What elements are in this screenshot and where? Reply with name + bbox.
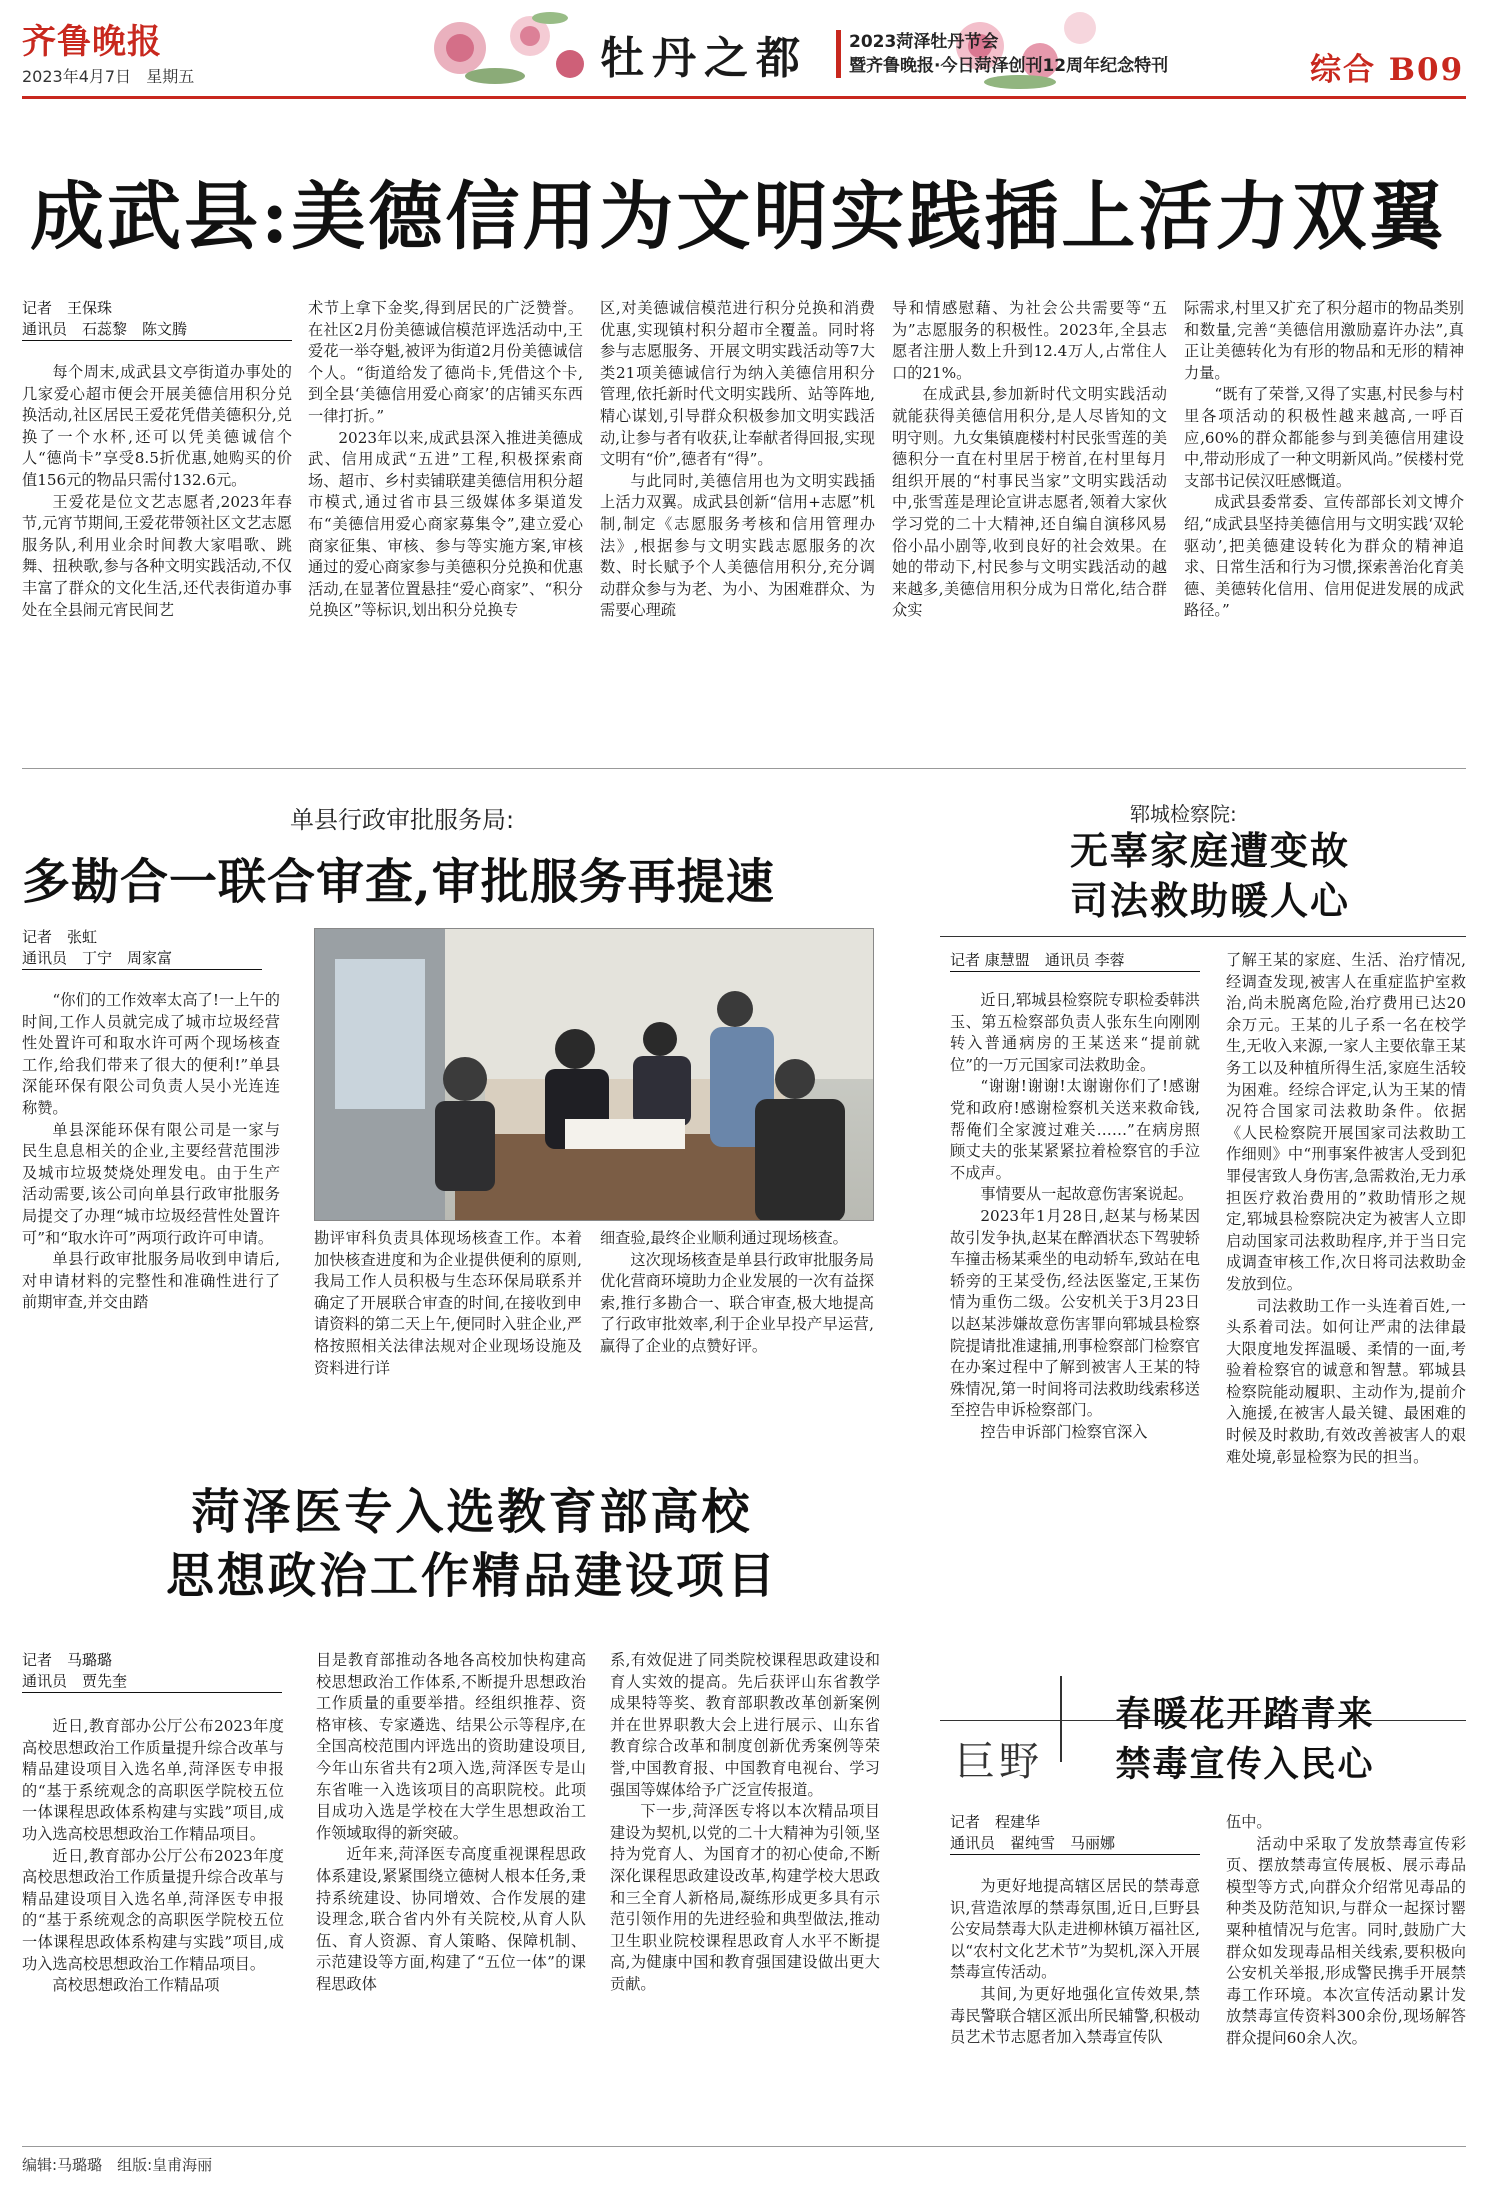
paragraph: 成武县委常委、宣传部部长刘文博介绍,“成武县坚持美德信用与文明实践‘双轮驱动’,把美德建设转化为群众的精神追求、日常生活和行为习惯,探索善治化育美德、美德转化信用、信用促进发展的成武路径。” bbox=[1184, 493, 1464, 620]
special-edition-box bbox=[836, 30, 1168, 78]
special-line-2: 暨齐鲁晚报·今日菏泽创刊12周年纪念特刊 bbox=[849, 56, 1169, 76]
issue-date bbox=[22, 64, 194, 87]
article1-column-1 bbox=[22, 362, 292, 722]
paragraph: 际需求,村里又扩充了积分超市的物品类别和数量,完善“美德信用激励嘉许办法”,真正让美德转化为有形的物品和无形的精神力量。 bbox=[1184, 299, 1464, 382]
editor-name: 马璐璐 bbox=[57, 2156, 103, 2174]
editor-label: 编辑: bbox=[22, 2156, 58, 2174]
reporter-name: 康慧盟 bbox=[984, 951, 1030, 969]
headline-line-1: 无辜家庭遭变故 bbox=[1069, 828, 1350, 873]
paragraph: 近日,教育部办公厅公布2023年度高校思想政治工作质量提升综合改革与精品建设项目入选名单,菏泽医专申报的“基于系统观念的高职医学院校五位一体课程思政体系构建与实践”项目,成功入选高校思想政治工作精品项目。 bbox=[22, 1846, 284, 1973]
reporter-label: 记者 bbox=[22, 928, 53, 946]
headline-line-2: 禁毒宣传入民心 bbox=[1115, 1744, 1375, 1785]
reporter-label: 记者 bbox=[950, 1813, 981, 1831]
article4-column-2 bbox=[316, 1650, 586, 2136]
reporter-label: 记者 bbox=[22, 1651, 53, 1669]
correspondent-label: 通讯员 bbox=[22, 320, 68, 338]
divider bbox=[1060, 1676, 1062, 1762]
reporter-label: 记者 bbox=[950, 951, 981, 969]
paragraph: 细查验,最终企业顺利通过现场核查。 bbox=[600, 1229, 848, 1247]
correspondent-names: 翟纯雪 马丽娜 bbox=[1010, 1834, 1116, 1852]
correspondent-label: 通讯员 bbox=[950, 1834, 996, 1852]
article2-kicker: 单县行政审批服务局: bbox=[290, 806, 515, 834]
article5-column-2 bbox=[1226, 1812, 1466, 2136]
date-text: 2023年4月7日 bbox=[22, 67, 132, 86]
paragraph: 了解王某的家庭、生活、治疗情况,经调查发现,被害人在重症监护室救治,尚未脱离危险,治疗费用已达20余万元。王某的儿子系一名在校学生,无收入来源,一家人主要依靠王某务工以及种植所得生活,家庭生活较为困难。经综合评定,认为王某的情况符合国家司法救助条件。依据《人民检察院开展国家司法救助工作细则》中“刑事案件被害人受到犯罪侵害致人身伤害,急需救治,无力承担医疗救治费用的”救助情形之规定,郓城县检察院决定为被害人立即启动国家司法救助程序,并于当日完成调查审核工作,次日将司法救助金发放到位。 bbox=[1226, 951, 1466, 1293]
paragraph: 每个周末,成武县文亭街道办事处的几家爱心超市便会开展美德信用积分兑换活动,社区居民王爱花凭借美德积分,兑换了一个水杯,还可以凭美德诚信个人“德尚卡”享受8.5折优惠,她购买的价值156元的物品只需付132.6元。 bbox=[22, 363, 292, 489]
article1-column-3 bbox=[600, 298, 875, 722]
article3-column-1 bbox=[950, 990, 1200, 1712]
correspondent-label: 通讯员 bbox=[1044, 951, 1090, 969]
article5-column-1 bbox=[950, 1876, 1200, 2136]
correspondent-names: 石蕊黎 陈文腾 bbox=[82, 320, 188, 338]
article1-column-4 bbox=[892, 298, 1167, 722]
meeting-photo bbox=[314, 928, 874, 1221]
paragraph: 高校思想政治工作精品项 bbox=[52, 1976, 220, 1995]
divider bbox=[940, 936, 1466, 937]
paragraph: 伍中。 bbox=[1226, 1813, 1272, 1831]
section-title: 牡丹之都 bbox=[600, 33, 808, 84]
page-number: B09 bbox=[1388, 52, 1465, 88]
paragraph: “既有了荣誉,又得了实惠,村民参与村里各项活动的积极性越来越高,一呼百应,60%的群众都能参与到美德信用建设中,带动形成了一种文明新风尚。”侯楼村党支部书记侯汉旺感慨道。 bbox=[1184, 385, 1464, 490]
paragraph: 2023年以来,成武县深入推进美德成武、信用成武“五进”工程,积极探索商场、超市、乡村卖铺联建美德信用积分超市模式,通过省市县三级媒体多渠道发布“美德信用爱心商家募集令”,建立爱心商家征集、审核、参与等实施方案,审核通过的爱心商家参与美德积分兑换和优惠活动,在显著位置悬挂“爱心商家”、“积分兑换区”等标识,划出积分兑换专 bbox=[308, 428, 583, 620]
paragraph: 在成武县,参加新时代文明实践活动就能获得美德信用积分,是人尽皆知的文明守则。九女集镇鹿楼村村民张雪莲的美德积分一直在村里居于榜首,在村里每月组织开展的“村事民当家”文明实践活动中,张雪莲是理论宣讲志愿者,领着大家伙学习党的二十大精神,还自编自演移风易俗小品小剧等,收到良好的社会效果。在她的带动下,村民参与文明实践活动的越来越多,美德信用积分成为日常化,结合群众实 bbox=[892, 385, 1167, 620]
paragraph: “谢谢!谢谢!太谢谢你们了!感谢党和政府!感谢检察机关送来救命钱,帮俺们全家渡过难关……”在病房照顾丈夫的张某紧紧拉着检察官的手泣不成声。 bbox=[950, 1077, 1200, 1182]
paragraph: 控告申诉部门检察官深入 bbox=[980, 1422, 1148, 1441]
reporter-name: 程建华 bbox=[995, 1813, 1041, 1831]
headline-line-2: 司法救助暖人心 bbox=[1069, 878, 1350, 923]
divider bbox=[22, 768, 1466, 769]
layout-label: 组版: bbox=[117, 2156, 153, 2174]
headline-line-2: 思想政治工作精品建设项目 bbox=[165, 1548, 778, 1604]
newspaper-logo: 齐鲁晚报 bbox=[22, 22, 162, 62]
article2-column-1 bbox=[22, 990, 280, 1420]
paragraph: 目是教育部推动各地各高校加快构建高校思想政治工作体系,不断提升思想政治工作质量的重要举措。经组织推荐、资格审核、专家遴选、结果公示等程序,在全国高校范围内评选出的资助建设项目,今年山东省共有2项入选,菏泽医专是山东省唯一入选该项目的高职院校。此项目成功入选是学校在大学生思想政治工作领域取得的新突破。 bbox=[316, 1651, 586, 1842]
headline-line-1: 菏泽医专入选教育部高校 bbox=[191, 1484, 753, 1540]
correspondent-label: 通讯员 bbox=[22, 949, 68, 967]
footer-rule bbox=[22, 2146, 1466, 2147]
article1-headline: 成武县:美德信用为文明实践插上活力双翼 bbox=[30, 174, 1447, 260]
paragraph: 单县深能环保有限公司是一家与民生息息相关的企业,主要经营范围涉及城市垃圾焚烧处理发电。由于生产活动需要,该公司向单县行政审批服务局提交了办理“城市垃圾经营性处置许可”和“取水许可”两项行政许可申请。 bbox=[22, 1120, 280, 1247]
weekday-text: 星期五 bbox=[146, 67, 195, 86]
article5-headline bbox=[1080, 1690, 1410, 1790]
correspondent-names: 李蓉 bbox=[1094, 951, 1125, 969]
article4-byline bbox=[22, 1650, 282, 1693]
article1-byline bbox=[22, 298, 292, 341]
article1-column-2 bbox=[308, 298, 583, 722]
special-line-1: 2023菏泽牡丹节会 bbox=[849, 32, 999, 52]
paragraph: 下一步,菏泽医专将以本次精品项目建设为契机,以党的二十大精神为引领,坚持为党育人、为国育才的初心使命,不断深化课程思政建设改革,构建学校大思政和三全育人新格局,凝练形成更多具有示范引领作用的先进经验和典型做法,推动卫生职业院校课程思政育人水平不断提高,为健康中国和教育强国建设做出更大贡献。 bbox=[610, 1802, 880, 1993]
article2-byline bbox=[22, 927, 262, 970]
article2-headline: 多勘合一联合审查,审批服务再提速 bbox=[22, 854, 775, 910]
paragraph: 事情要从一起故意伤害案说起。 bbox=[980, 1185, 1194, 1204]
reporter-name: 张虹 bbox=[67, 928, 98, 946]
reporter-name: 王保珠 bbox=[67, 299, 113, 317]
paragraph: “你们的工作效率太高了!一上午的时间,工作人员就完成了城市垃圾经营性处置许可和取水许可两个现场核查工作,给我们带来了很大的便利!”单县深能环保有限公司负责人吴小光连连称赞。 bbox=[22, 991, 280, 1117]
paragraph: 其间,为更好地强化宣传效果,禁毒民警联合辖区派出所民辅警,积极动员艺术节志愿者加入禁毒宣传队 bbox=[950, 1984, 1200, 2047]
paragraph: 为更好地提高辖区居民的禁毒意识,营造浓厚的禁毒氛围,近日,巨野县公安局禁毒大队走进柳林镇万福社区,以“农村文化艺术节”为契机,深入开展禁毒宣传活动。 bbox=[950, 1877, 1200, 1982]
reporter-name: 马璐璐 bbox=[67, 1651, 113, 1669]
reporter-label: 记者 bbox=[22, 299, 53, 317]
paragraph: 近日,郓城县检察院专职检委韩洪玉、第五检察部负责人张东生向刚刚转入普通病房的王某送来“提前就位”的一万元国家司法救助金。 bbox=[950, 991, 1200, 1074]
paragraph: 区,对美德诚信模范进行积分兑换和消费优惠,实现镇村积分超市全覆盖。同时将参与志愿服务、开展文明实践活动等7大类21项美德诚信行为纳入美德信用积分管理,依托新时代文明实践所、站等阵地,精心谋划,引导群众积极参加文明实践活动,让参与者有收获,让奉献者得回报,实现文明有“价”,德者有“得”。 bbox=[600, 299, 875, 469]
page-badge bbox=[1310, 44, 1464, 89]
paragraph: 2023年1月28日,赵某与杨某因故引发争执,赵某在醉酒状态下驾驶轿车撞击杨某乘坐的电动轿车,致站在电轿旁的王某受伤,经法医鉴定,王某伤情为重伤二级。公安机关于3月23日以赵某涉嫌故意伤害罪向郓城县检察院提请批准逮捕,刑事检察部门检察官在办案过程中了解到被害人王某的特殊情况,第一时间将司法救助线索移送至控告申诉检察部门。 bbox=[950, 1206, 1200, 1420]
page-label: 综合 bbox=[1310, 52, 1376, 88]
article5-place: 巨野 bbox=[955, 1739, 1043, 1785]
masthead-rule bbox=[22, 96, 1466, 99]
paragraph: 系,有效促进了同类院校课程思政建设和育人实效的提高。先后获评山东省教学成果特等奖、教育部职教改革创新案例并在世界职教大会上进行展示、山东省教育综合改革和制度创新优秀案例等荣誉,中国教育报、中国教育电视台、学习强国等媒体给予广泛宣传报道。 bbox=[610, 1651, 880, 1799]
correspondent-names: 丁宁 周家富 bbox=[82, 949, 173, 967]
paragraph: 近日,教育部办公厅公布2023年度高校思想政治工作质量提升综合改革与精品建设项目入选名单,菏泽医专申报的“基于系统观念的高职医学院校五位一体课程思政体系构建与实践”项目,成功入选高校思想政治工作精品项目。 bbox=[22, 1717, 284, 1843]
article4-column-3 bbox=[610, 1650, 880, 2136]
paragraph: 勘评审科负责具体现场核查工作。本着加快核查进度和为企业提供便利的原则,我局工作人员积极与生态环保局联系并确定了开展联合审查的时间,在接收到申请资料的第二天上午,便同时入驻企业,严格按照相关法律法规对企业现场设施及资料进行详 bbox=[314, 1229, 582, 1377]
paragraph: 活动中采取了发放禁毒宣传彩页、摆放禁毒宣传展板、展示毒品模型等方式,向群众介绍常见毒品的种类及防范知识,与群众一起探讨罂粟种植情况与危害。同时,鼓励广大群众如发现毒品相关线索,要积极向公安机关举报,形成警民携手开展禁毒工作环境。本次宣传活动累计发放禁毒宣传资料300余份,现场解答群众提问60余人次。 bbox=[1226, 1834, 1466, 2047]
footer-credits bbox=[22, 2154, 212, 2175]
article3-kicker: 郓城检察院: bbox=[1130, 802, 1237, 826]
article3-headline bbox=[1050, 826, 1370, 926]
paragraph: 近年来,菏泽医专高度重视课程思政体系建设,紧紧围绕立德树人根本任务,秉持系统建设、协同增效、合作发展的建设理念,联合省内外有关院校,从育人队伍、育人资源、育人策略、保障机制、示范建设等方面,构建了“五位一体”的课程思政体 bbox=[316, 1845, 586, 1993]
paragraph: 这次现场核查是单县行政审批服务局优化营商环境助力企业发展的一次有益探索,推行多勘合一、联合审查,极大地提高了行政审批效率,利于企业早投产早运营,赢得了企业的点赞好评。 bbox=[600, 1250, 874, 1355]
article3-column-2 bbox=[1226, 950, 1466, 1712]
paragraph: 司法救助工作一头连着百姓,一头系着司法。如何让严肃的法律最大限度地发挥温暖、柔情的一面,考验着检察官的诚意和智慧。郓城县检察院能动履职、主动作为,提前介入施援,在被害人最关键、最困难的时候及时救助,有效改善被害人的艰难处境,彰显检察为民的担当。 bbox=[1226, 1296, 1466, 1466]
paragraph: 与此同时,美德信用也为文明实践插上活力双翼。成武县创新“信用+志愿”机制,制定《志愿服务考核和信用管理办法》,根据参与文明实践志愿服务的次数、时长赋予个人美德信用积分,充分调动群众参与为老、为小、为困难群众、为需要心理疏 bbox=[600, 471, 875, 620]
paragraph: 单县行政审批服务局收到申请后,对申请材料的完整性和准确性进行了前期审查,并交由踏 bbox=[22, 1250, 280, 1312]
article4-headline bbox=[22, 1480, 922, 1608]
layout-name: 皇甫海丽 bbox=[152, 2156, 213, 2174]
article5-byline bbox=[950, 1812, 1200, 1855]
correspondent-names: 贾先奎 bbox=[82, 1672, 128, 1690]
paragraph: 王爱花是位文艺志愿者,2023年春节,元宵节期间,王爱花带领社区文艺志愿服务队,利用业余时间教大家唱歌、跳舞、扭秧歌,参与各种文明实践活动,不仅丰富了群众的文化生活,还代表街道办事处在全县闹元宵民间艺 bbox=[22, 492, 292, 619]
article2-column-3 bbox=[600, 1228, 874, 1420]
headline-line-1: 春暖花开踏青来 bbox=[1115, 1694, 1375, 1735]
article4-column-1 bbox=[22, 1716, 284, 2136]
paragraph: 导和情感慰藉、为社会公共需要等“五为”志愿服务的积极性。2023年,全县志愿者注册人数上升到12.4万人,占常住人口的21%。 bbox=[892, 299, 1167, 382]
correspondent-label: 通讯员 bbox=[22, 1672, 68, 1690]
paragraph: 术节上拿下金奖,得到居民的广泛赞誉。在社区2月份美德诚信模范评选活动中,王爱花一举夺魁,被评为街道2月份美德诚信个人。“街道给发了德尚卡,凭借这个卡,到全县‘美德信用爱心商家’的店铺买东西一律打折。” bbox=[308, 299, 583, 425]
article2-column-2 bbox=[314, 1228, 582, 1420]
article1-column-5 bbox=[1184, 298, 1464, 722]
article3-byline bbox=[950, 950, 1200, 972]
